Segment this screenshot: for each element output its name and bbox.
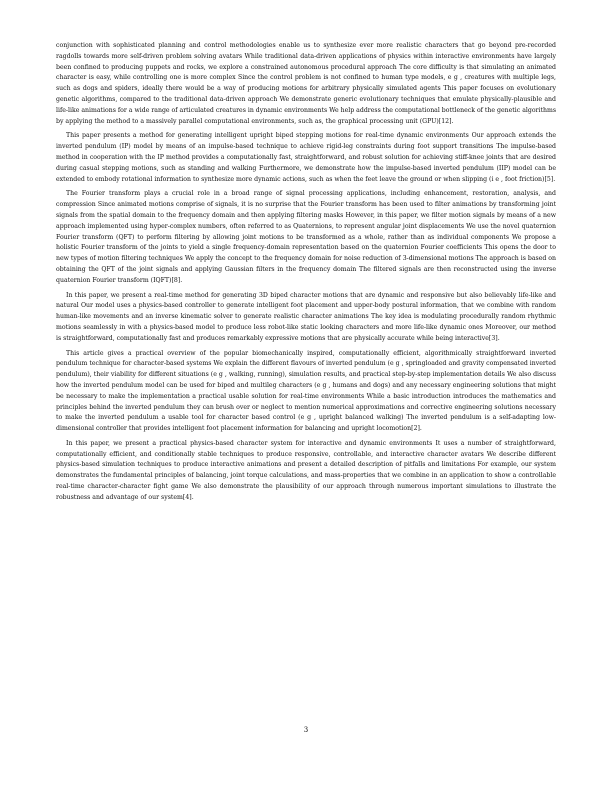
- paragraph-5: [56, 349, 556, 435]
- paragraph-1-text: conjunction with sophisticated planning and control methodologies enable us to synthesize ever more realistic characters that go beyond pre-recorded ragdolls towards more self-driven problem solving avatars While traditional data-driven applications of physics within interactive environments have largely been confined to producing puppets and rocks, we explore a constrained autonomous procedural approach The core difficulty is that simulating an animated character is easy, while controlling one is more complex Since the control problem is not confined to human type models, e g , creatures with multiple legs, such as dogs and spiders, ideally there would be a way of producing motions for arbitrary physically simulated agents This paper focuses on evolutionary genetic algorithms, compared to the traditional data-driven approach We demonstrate generic evolutionary techniques that emulate physically-plausible and life-like animations for a wide range of articulated creatures in dynamic environments We help address the computational bottleneck of the genetic algorithms by applying the method to a massively parallel computational environments, such as, the graphical processing unit (GPU): [56, 42, 556, 125]
- paragraph-5-tail: .: [419, 425, 422, 433]
- paragraph-1: [56, 41, 556, 127]
- paragraph-4-tail: .: [497, 334, 500, 342]
- paragraph-4: [56, 291, 556, 345]
- paragraph-6-tail: .: [191, 493, 194, 501]
- citation-5[interactable]: [5]: [544, 175, 554, 183]
- paragraph-1-tail: .: [451, 117, 454, 125]
- paragraph-5-text: This article gives a practical overview of the popular biomechanically inspired, computationally efficient, algorithmically straightforward inverted pendulum technique for character-based systems We explain the different flavours of inverted pendulum (e g , springloaded and gravity compensated inverted pendulum), their viability for different situations (e g , walking, running), simulation results, and practical step-by-step implementation details We also discuss how the inverted pendulum model can be used for biped and multileg characters (e g , humans and dogs) and any necessary engineering solutions that might be necessary to make the implementation a practical usable solution for real-time environments While a basic introduction introduces the mathematics and principles behind the inverted pendulum they can brush over or neglect to mention numerical approximations and corrective engineering solutions necessary to make the inverted pendulum a usable tool for character based control (e g , upright balanced walking) The inverted pendulum is a self-adapting low-dimensional controller that provides intelligent foot placement information for balancing and upright locomotion: [56, 349, 556, 433]
- paragraph-3: [56, 189, 556, 286]
- citation-3[interactable]: [3]: [488, 334, 498, 342]
- paragraph-2-tail: .: [553, 175, 556, 183]
- citation-2[interactable]: [2]: [411, 425, 420, 433]
- paragraph-2: [56, 131, 556, 185]
- paragraph-2-text: This paper presents a method for generating intelligent upright biped stepping motions for real-time dynamic environments Our approach extends the inverted pendulum (IP) model by means of an impulse-based technique to achieve rigid-leg constraints during foot support transitions The impulse-based method in cooperation with the IP method provides a computationally fast, straightforward, and robust solution for achieving stiff-knee joints that are desired during casual stepping motions, such as standing and walking Furthermore, we demonstrate how the impulse-based inverted pendulum (IIP) model can be extended to embody rotational information to synthesize more dynamic actions, such as when the feet leave the ground or when slipping (i e , foot friction): [56, 132, 556, 183]
- paragraph-4-text: In this paper, we present a real-time method for generating 3D biped character motions that are dynamic and responsive but also believably life-like and natural Our model uses a physics-based controller to generate intelligent foot placement and upper-body postural information, that we combine with random human-like movements and an inverse kinematic solver to generate realistic character animations The key idea is modulating procedurally random rhythmic motions seamlessly in with a physics-based model to produce less robot-like static looking characters and more life-like dynamic ones Moreover, our method is straightforward, computationally fast and produces remarkably expressive motions that are physically accurate while being interactive: [56, 291, 556, 342]
- page-number: 3: [303, 726, 309, 734]
- paragraph-3-text: The Fourier transform plays a crucial role in a broad range of signal processing applications, including enhancement, restoration, analysis, and compression Since animated motions comprise of signals, it is no surprise that the Fourier transform has been used to filter animations by transforming joint signals from the spatial domain to the frequency domain and then applying filtering masks However, in this paper, we filter motion signals by means of a new approach implemented using hyper-complex numbers, often referred to as Quaternions, to represent angular joint displacements We use the novel quaternion Fourier transform (QFT) to perform filtering by allowing joint motions to be transformed as a whole, rather than as individual components We propose a holistic Fourier transform of the joints to yield a single frequency-domain representation based on the quaternion Fourier coefficients This opens the door to new types of motion filtering techniques We apply the concept to the frequency domain for noise reduction of 3-dimensional motions The approach is based on obtaining the QFT of the joint signals and applying Gaussian filters in the frequency domain The filtered signals are then reconstructed using the inverse quaternion Fourier transform (IQFT): [56, 190, 556, 284]
- paragraph-6: [56, 439, 556, 504]
- citation-4[interactable]: [4]: [182, 493, 192, 501]
- citation-8[interactable]: [8]: [171, 276, 181, 284]
- paper-body: [56, 41, 556, 508]
- paragraph-3-tail: .: [180, 276, 183, 284]
- citation-12[interactable]: [12]: [438, 117, 452, 125]
- paragraph-6-text: In this paper, we present a practical physics-based character system for interactive and dynamic environments It uses a number of straightforward, computationally efficient, and conditionally stable techniques to produce responsive, controllable, and interactive character avatars We describe different physics-based simulation techniques to produce interactive animations and present a detailed description of pitfalls and limitations For example, our system demonstrates the fundamental principles of balancing, joint torque calculations, and mass-properties that we combine in an application to show a controllable real-time character-character fight game We also demonstrate the plausibility of our approach through numerous important simulations to illustrate the robustness and advantage of our system: [56, 439, 556, 501]
